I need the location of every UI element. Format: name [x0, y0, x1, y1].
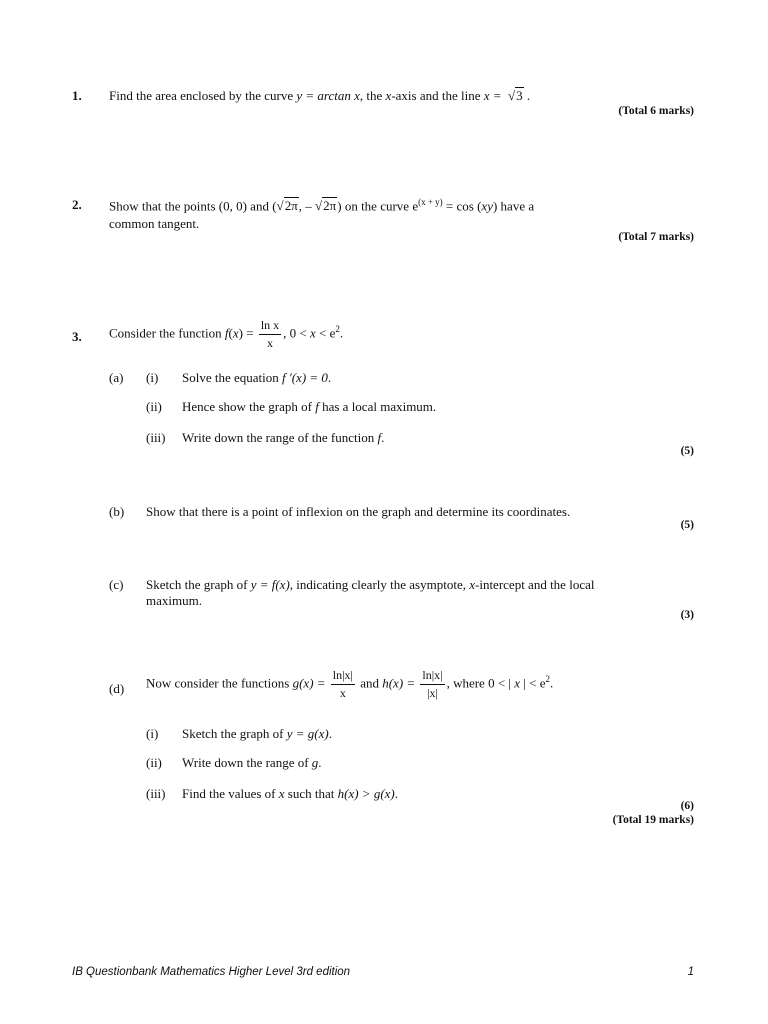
q3d-marks: (6)	[680, 800, 694, 812]
q3-intro: Consider the function f(x) = $\frac{\text{ln x}}{x}$ , $0 < x < e^2$.	[109, 318, 344, 350]
q1-text-b: , the	[359, 88, 386, 103]
q1-sqrt-arg: 3	[516, 88, 523, 103]
q3-intro-f: f	[224, 325, 229, 341]
q3d-ii-text: Write down the range of g.	[182, 755, 322, 770]
q2-text	[109, 197, 534, 214]
q3c-marks: (3)	[680, 609, 694, 621]
q3-number: 3.	[72, 329, 82, 344]
q1-math-b: x	[385, 88, 392, 103]
q1-text-d: .	[523, 88, 531, 103]
q2-text-c: = cos (	[442, 198, 482, 214]
q3d-iii-label: (iii)	[146, 786, 166, 801]
q3-total-marks: (Total 19 marks)	[612, 814, 694, 826]
q3-intro-exp: 2	[335, 324, 340, 335]
footer-page-number: 1	[687, 966, 694, 978]
q3c-label: (c)	[109, 577, 124, 592]
q3a-ii-label: (ii)	[146, 399, 162, 414]
q3-fraction	[259, 318, 281, 351]
q3a-iii-text: Write down the range of the function f.	[182, 430, 385, 445]
q3d-ii-label: (ii)	[146, 755, 162, 770]
q3b-label: (b)	[109, 504, 125, 519]
q2-number: 2.	[72, 197, 82, 212]
q2-sqrt1: √2π	[276, 198, 298, 214]
q3a-i-label: (i)	[146, 370, 159, 385]
q1-math-c: x =	[483, 88, 505, 103]
q1-text	[109, 88, 530, 104]
q3a-label: (a)	[109, 370, 124, 385]
q3a-i-text: Solve the equation f ′(x) = 0.	[182, 370, 332, 385]
footer-source: IB Questionbank Mathematics Higher Level 3rd edition	[72, 966, 351, 978]
q3d-label: (d)	[109, 681, 125, 696]
q1-number: 1.	[72, 88, 82, 103]
q1-math-a: y = arctan x	[296, 88, 360, 103]
q3c-text: Sketch the graph of y = f(x), indicating clearly the asymptote, x-intercept and the local	[146, 577, 595, 592]
q3-frac-den: x	[267, 336, 273, 350]
q2-line2: common tangent.	[109, 216, 200, 231]
q2-math-xy: xy	[481, 198, 493, 214]
q3a-marks: (5)	[680, 445, 694, 457]
q3d-iii-text: Find the values of x such that h(x) > g(x).	[182, 786, 399, 801]
q3a-i-math: f ′(x) = 0	[282, 370, 328, 385]
q3-intro-a: Consider the function	[109, 325, 225, 341]
q1-marks: (Total 6 marks)	[618, 105, 694, 117]
q3d-i-label: (i)	[146, 726, 159, 741]
q2-exponent: (x + y)	[418, 197, 443, 207]
q1-text-a: Find the area enclosed by the curve	[109, 88, 297, 103]
q2-text-a: Show that the points (0, 0) and (	[109, 198, 277, 214]
q3c-line2: maximum.	[146, 593, 202, 608]
q2-sqrt2: √2π	[315, 198, 337, 214]
q3d-i-text: Sketch the graph of y = g(x).	[182, 726, 332, 741]
q3d-text: Now consider the functions g(x) = $\frac{\ln|x|}{x}$ and h(x) = $\frac{\ln|x|}{|x|}$ , where 0 < | x | < $e^2$.	[146, 668, 554, 700]
q3a-ii-text: Hence show the graph of f has a local maximum.	[182, 399, 437, 414]
q2-marks: (Total 7 marks)	[618, 231, 694, 243]
q1-sqrt: √3	[508, 88, 523, 103]
q3a-iii-label: (iii)	[146, 430, 166, 445]
q3-frac-num: ln x	[259, 318, 281, 335]
q2-sep: , –	[298, 198, 312, 214]
q2-text-b: ) on the curve e	[337, 198, 419, 214]
q3b-text: Show that there is a point of inflexion on the graph and determine its coordinates.	[146, 504, 571, 519]
q1-text-c: -axis and the line	[391, 88, 484, 103]
q3d-h-fraction: $\frac{\ln|x|}{|x|}$	[422, 668, 443, 700]
q3d-g-fraction: $\frac{\ln|x|}{x}$	[332, 668, 353, 700]
q2-text-d: ) have a	[492, 198, 535, 214]
q3b-marks: (5)	[680, 519, 694, 531]
